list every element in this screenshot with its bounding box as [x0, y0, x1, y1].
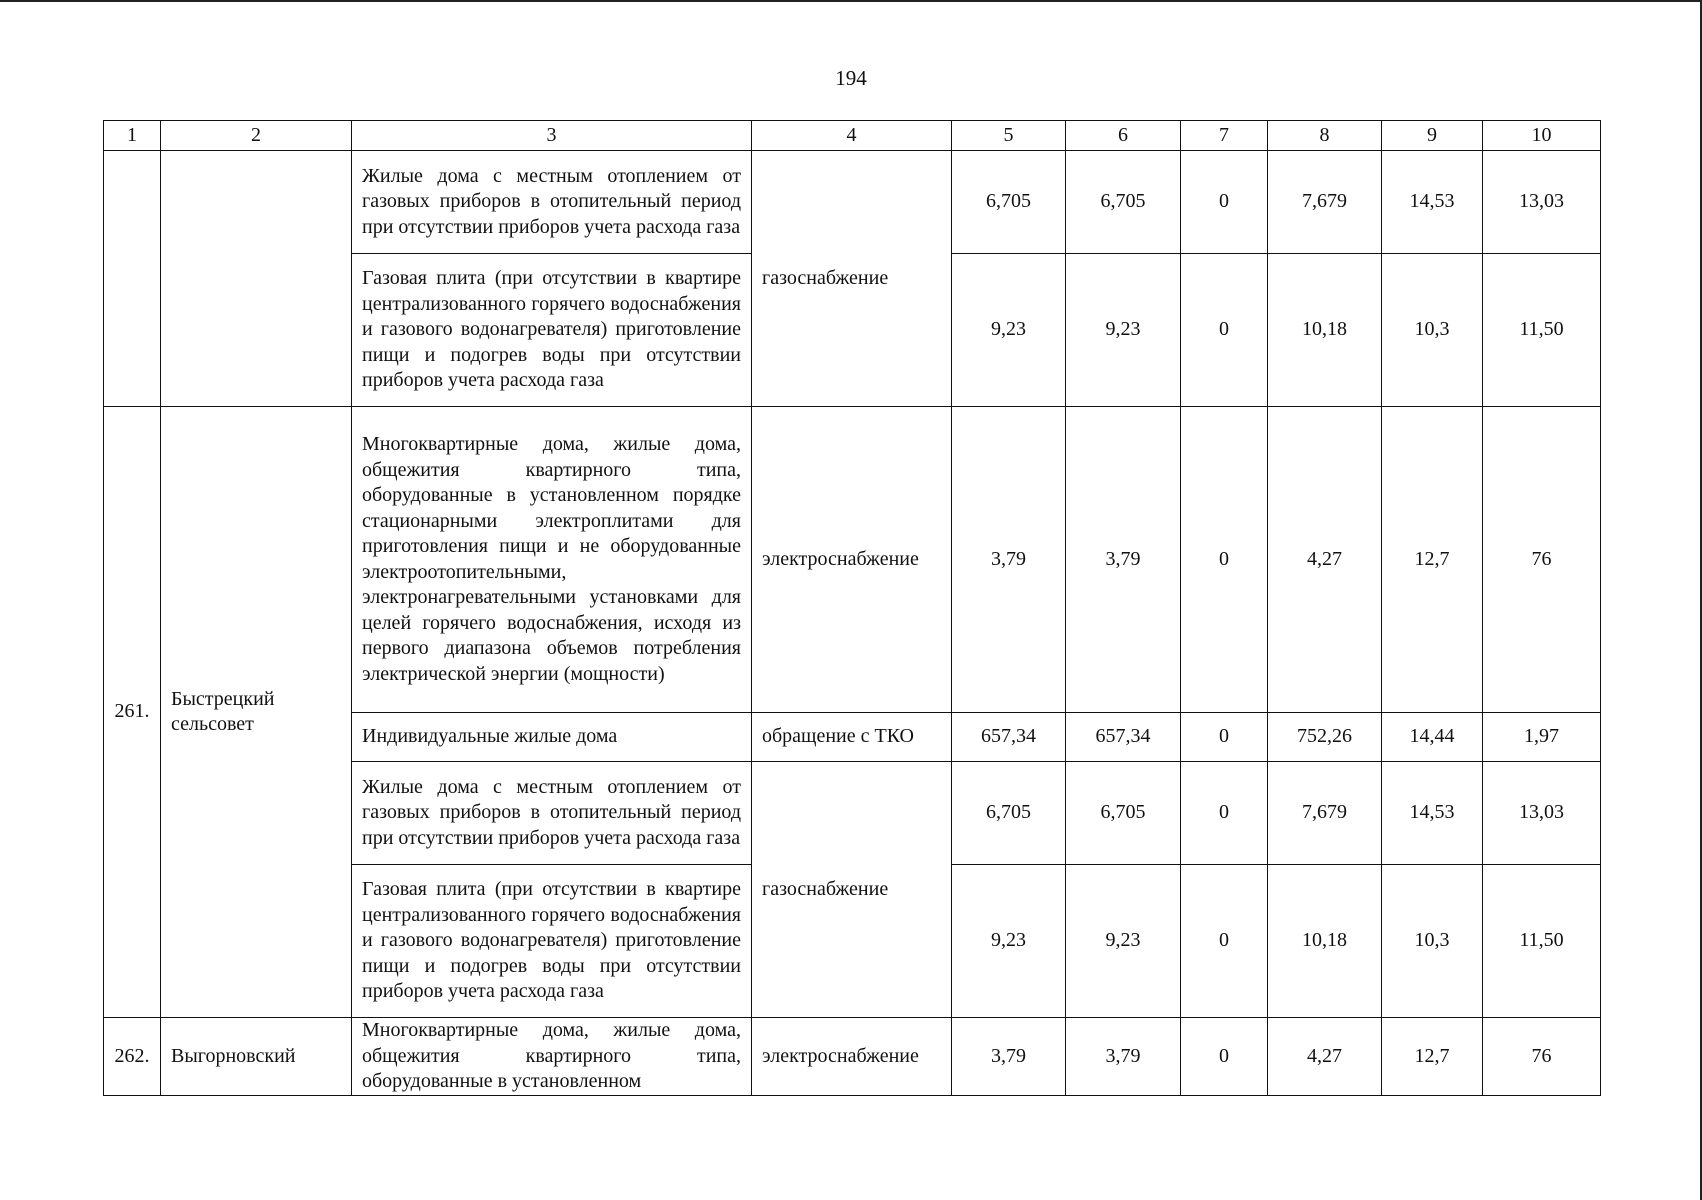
- value-cell: 11,50: [1483, 865, 1601, 1018]
- value-cell: 9,23: [1066, 254, 1181, 407]
- value-cell: 9,23: [952, 254, 1066, 407]
- header-cell: 2: [161, 121, 352, 151]
- value-cell: 14,53: [1382, 151, 1483, 254]
- value-cell: 13,03: [1483, 151, 1601, 254]
- settlement-cell: [161, 151, 352, 407]
- value-cell: 3,79: [1066, 1018, 1181, 1096]
- header-cell: 1: [104, 121, 161, 151]
- header-cell: 3: [352, 121, 752, 151]
- consumer-category-cell: Жилые дома с местным отоплением от газовых приборов в отопительный период при отсутствии приборов учета расхода газа: [352, 151, 752, 254]
- value-cell: 7,679: [1268, 151, 1382, 254]
- value-cell: 0: [1181, 865, 1268, 1018]
- consumer-category-cell: Индивидуальные жилые дома: [352, 713, 752, 762]
- settlement-cell: Выгорновский: [161, 1018, 352, 1096]
- value-cell: 6,705: [1066, 762, 1181, 865]
- value-cell: 10,18: [1268, 254, 1382, 407]
- table-row: [104, 151, 1601, 254]
- value-cell: 3,79: [1066, 407, 1181, 713]
- value-cell: 9,23: [952, 865, 1066, 1018]
- service-type-cell: газоснабжение: [752, 762, 952, 1018]
- value-cell: 6,705: [1066, 151, 1181, 254]
- value-cell: 657,34: [952, 713, 1066, 762]
- value-cell: 12,7: [1382, 407, 1483, 713]
- value-cell: 7,679: [1268, 762, 1382, 865]
- header-cell: 4: [752, 121, 952, 151]
- value-cell: 4,27: [1268, 1018, 1382, 1096]
- header-cell: 6: [1066, 121, 1181, 151]
- value-cell: 0: [1181, 762, 1268, 865]
- table-row: [104, 407, 1601, 713]
- value-cell: 0: [1181, 1018, 1268, 1096]
- value-cell: 6,705: [952, 151, 1066, 254]
- value-cell: 12,7: [1382, 1018, 1483, 1096]
- value-cell: 3,79: [952, 407, 1066, 713]
- row-number-cell: [104, 151, 161, 407]
- service-type-cell: газоснабжение: [752, 151, 952, 407]
- tariff-table: [103, 120, 1601, 1096]
- consumer-category-cell: Жилые дома с местным отоплением от газовых приборов в отопительный период при отсутствии приборов учета расхода газа: [352, 762, 752, 865]
- consumer-category-cell: Многоквартирные дома, жилые дома, общежития квартирного типа, оборудованные в установленном порядке стационарными электроплитами для приготовления пищи и не оборудованные электроотопительными, электронагревательными установками для целей горячего водоснабжения, исходя из первого диапазона объемов потребления электрической энергии (мощности): [352, 407, 752, 713]
- value-cell: 76: [1483, 407, 1601, 713]
- settlement-cell: Быстрецкий сельсовет: [161, 407, 352, 1018]
- header-cell: 9: [1382, 121, 1483, 151]
- consumer-category-cell: Газовая плита (при отсутствии в квартире централизованного горячего водоснабжения и газового водонагревателя) приготовление пищи и подогрев воды при отсутствии приборов учета расхода газа: [352, 254, 752, 407]
- service-type-cell: электроснабжение: [752, 407, 952, 713]
- service-type-cell: обращение с ТКО: [752, 713, 952, 762]
- value-cell: 0: [1181, 407, 1268, 713]
- scan-edge-top: [0, 0, 1702, 2]
- value-cell: 11,50: [1483, 254, 1601, 407]
- row-number-cell: 261.: [104, 407, 161, 1018]
- row-number-cell: 262.: [104, 1018, 161, 1096]
- value-cell: 9,23: [1066, 865, 1181, 1018]
- value-cell: 10,3: [1382, 254, 1483, 407]
- table-header-row: [104, 121, 1601, 151]
- header-cell: 8: [1268, 121, 1382, 151]
- page-number: 194: [835, 66, 867, 90]
- consumer-category-cell: Многоквартирные дома, жилые дома, общежития квартирного типа, оборудованные в установленном: [352, 1018, 752, 1096]
- header-cell: 7: [1181, 121, 1268, 151]
- value-cell: 76: [1483, 1018, 1601, 1096]
- value-cell: 14,53: [1382, 762, 1483, 865]
- value-cell: 0: [1181, 254, 1268, 407]
- value-cell: 657,34: [1066, 713, 1181, 762]
- value-cell: 1,97: [1483, 713, 1601, 762]
- service-type-cell: электроснабжение: [752, 1018, 952, 1096]
- value-cell: 0: [1181, 713, 1268, 762]
- value-cell: 13,03: [1483, 762, 1601, 865]
- value-cell: 3,79: [952, 1018, 1066, 1096]
- table-row: [104, 1018, 1601, 1096]
- consumer-category-cell: Газовая плита (при отсутствии в квартире централизованного горячего водоснабжения и газового водонагревателя) приготовление пищи и подогрев воды при отсутствии приборов учета расхода газа: [352, 865, 752, 1018]
- header-cell: 5: [952, 121, 1066, 151]
- header-cell: 10: [1483, 121, 1601, 151]
- value-cell: 6,705: [952, 762, 1066, 865]
- value-cell: 10,3: [1382, 865, 1483, 1018]
- value-cell: 10,18: [1268, 865, 1382, 1018]
- value-cell: 0: [1181, 151, 1268, 254]
- value-cell: 752,26: [1268, 713, 1382, 762]
- value-cell: 14,44: [1382, 713, 1483, 762]
- value-cell: 4,27: [1268, 407, 1382, 713]
